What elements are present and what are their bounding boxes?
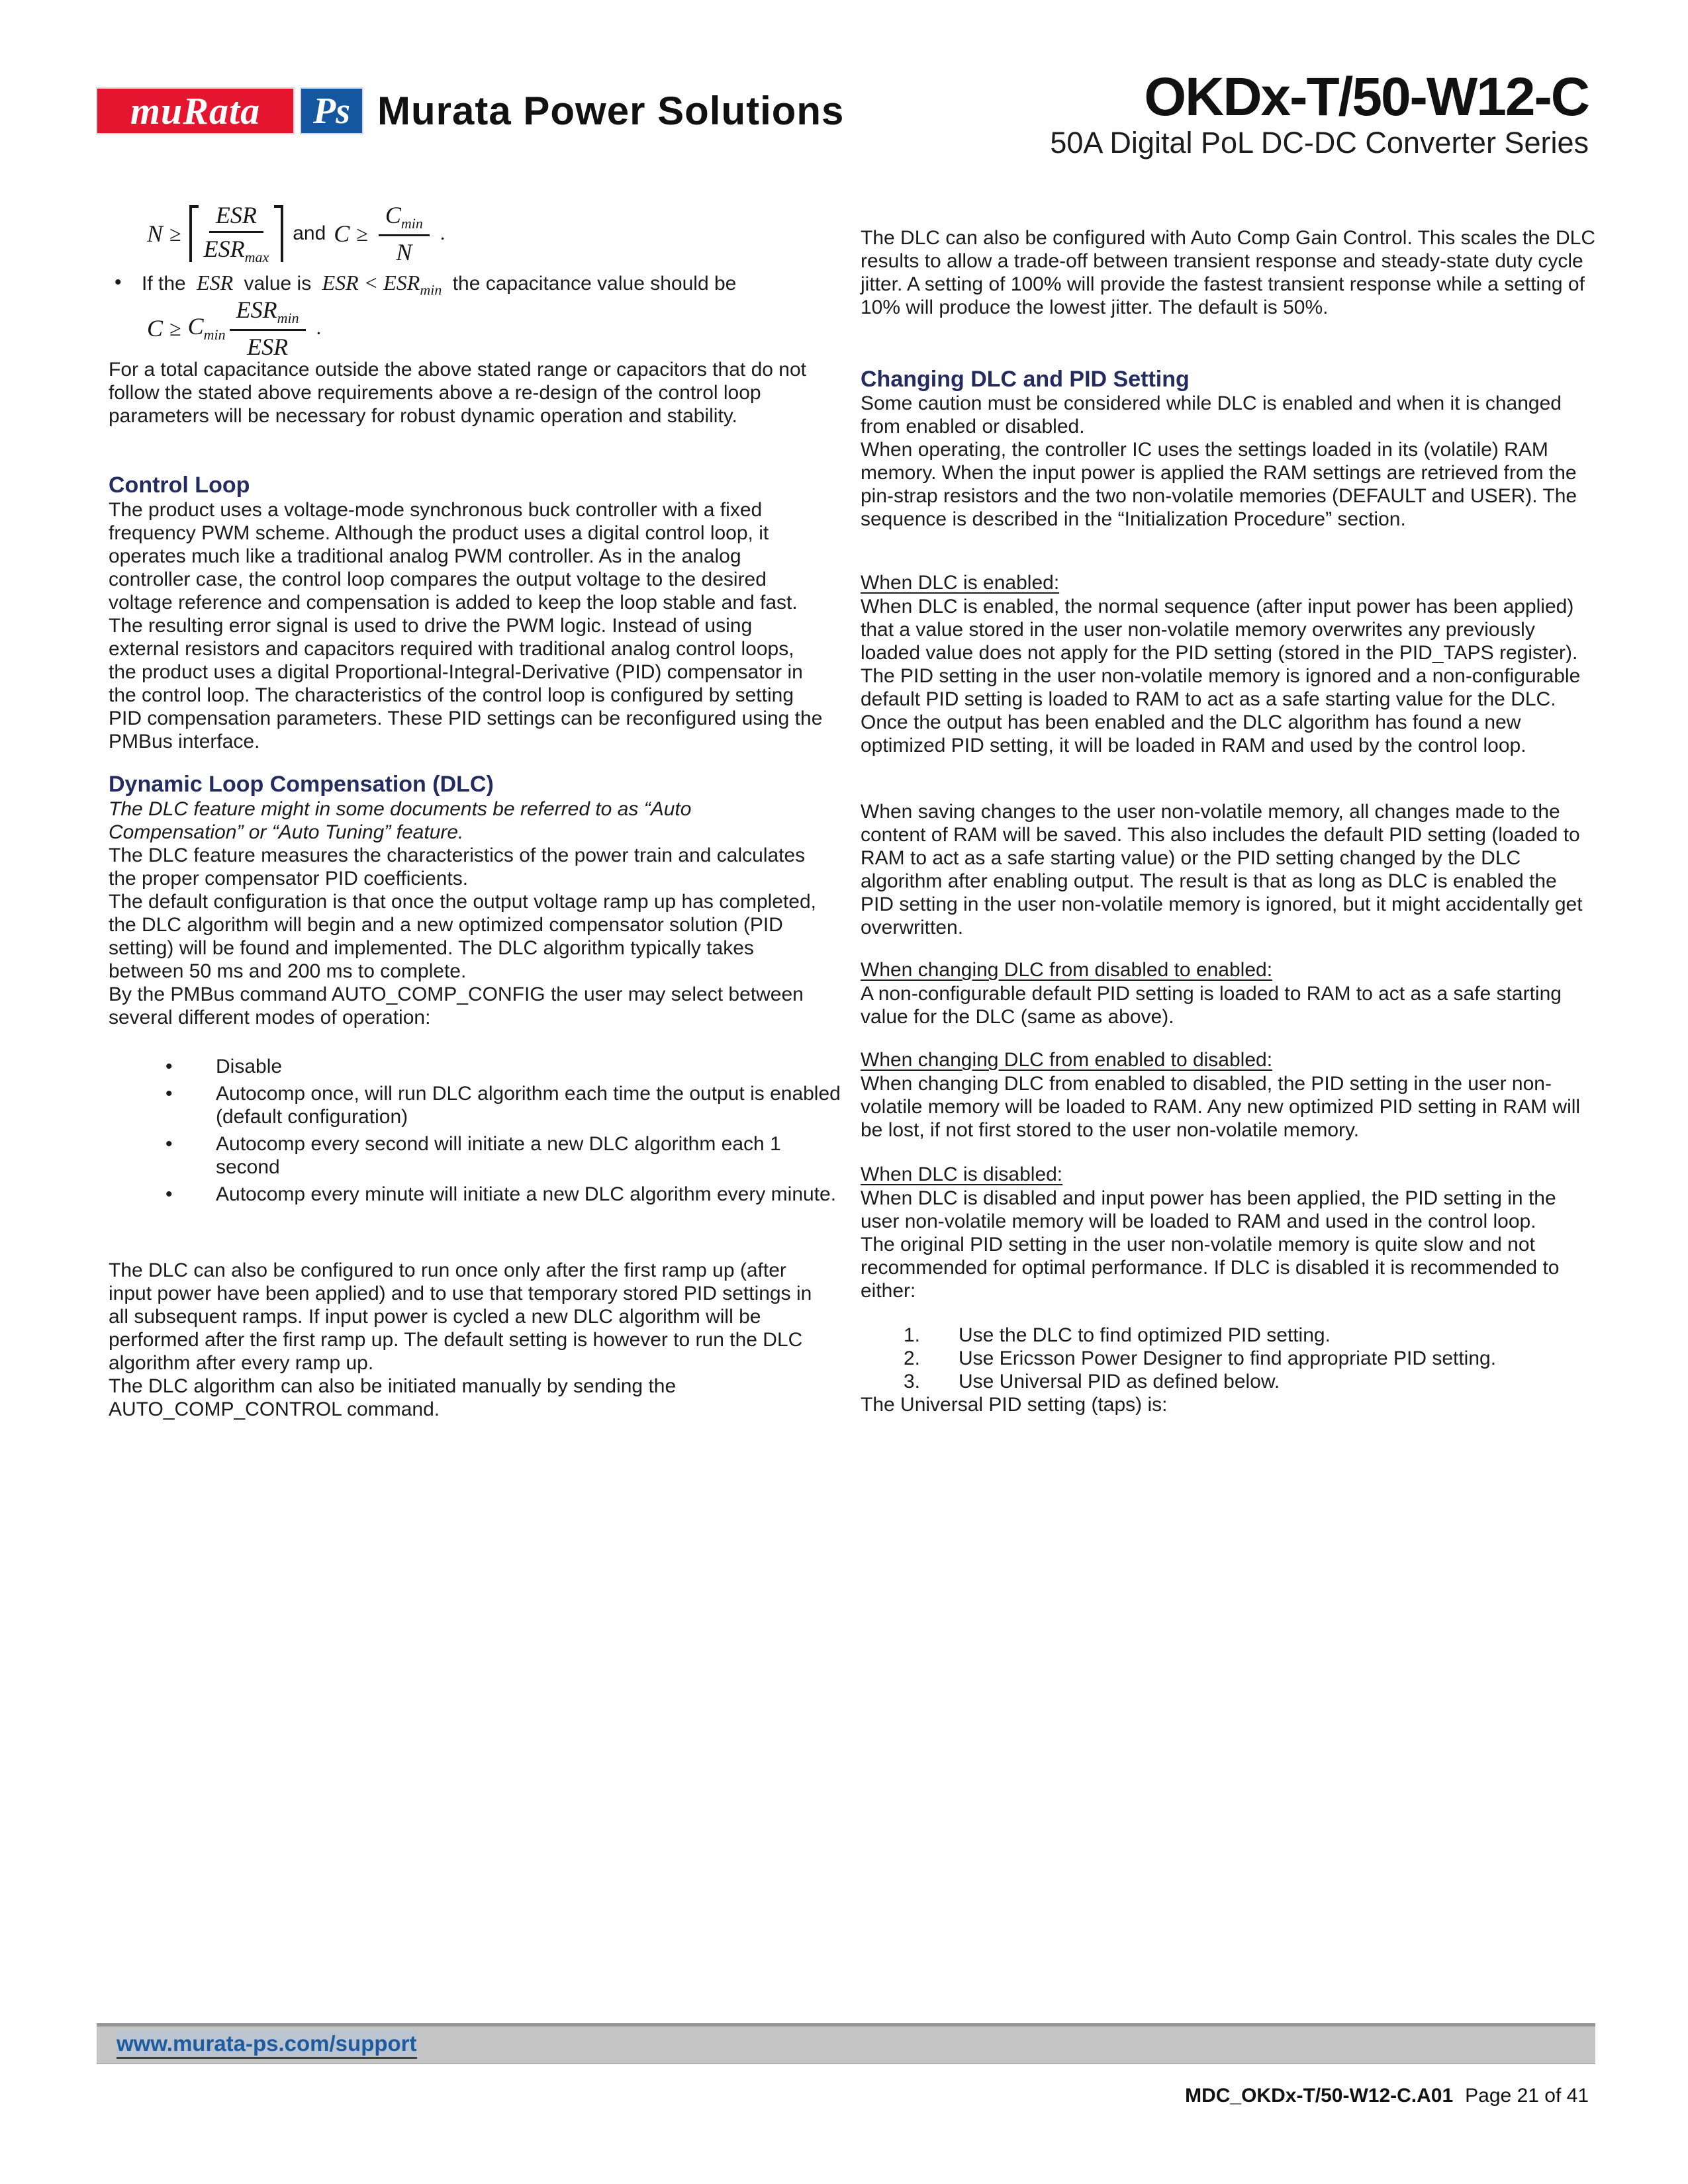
math-period: . [316, 317, 322, 339]
murata-logo-red-box [96, 87, 295, 134]
list-item: • Autocomp every minute will initiate a new DLC algorithm every minute. [165, 1183, 837, 1205]
formula-capacitance-min [147, 296, 322, 361]
paragraph-auto-comp-gain: The DLC can also be configured with Auto Comp Gain Control. This scales the DLC results to allow a trade-off between transient response and steady-state duty cycle jitter. A setting of 100% will provide the fastest transient response while a setting of 10% will produce the lowest jitter. The default is 50%. [861, 227, 1595, 318]
bullet-icon: • [165, 1083, 173, 1105]
math-expression: ESR < $ESR_{min}$ [322, 271, 442, 298]
math-var: ESR [247, 334, 289, 361]
list-item: 1. Use the DLC to find optimized PID setting. [904, 1324, 1331, 1346]
dlc-section-body [109, 797, 827, 1029]
changing-dlc-intro [861, 392, 1595, 531]
murata-ps-icon [300, 87, 363, 134]
esr-condition-bullet [109, 270, 843, 302]
paragraph-dlc-enabled: When DLC is enabled, the normal sequence (after input power has been applied) that a value stored in the user non-volatile memory overwrites any previously loaded value does not apply for the PID setting (stored in the PID_TAPS register). The PID setting in the user non-volatile memory is ignored and a non-configurable default PID setting is loaded to RAM to act as a safe starting value for the DLC. Once the output has been enabled and the DLC algorithm has found a new optimized PID setting, it will be loaded in RAM and used by the control loop. [861, 596, 1581, 756]
dlc-mode-list [109, 1055, 843, 1210]
fraction [230, 296, 306, 361]
math-var: ESR [215, 201, 257, 228]
footer-bar [97, 2023, 1595, 2064]
dlc-ramp-block [109, 1259, 827, 1421]
support-link[interactable]: www.murata-ps.com/support [117, 2031, 417, 2059]
dlc-paragraph: By the PMBus command AUTO_COMP_CONFIG the user may select between several different modes of operation: [109, 983, 804, 1028]
math-var: C [147, 315, 164, 341]
doc-title: OKDx-T/50-W12-C [1144, 67, 1589, 127]
formula-capacitor-count [147, 201, 445, 266]
subheading-dlc-enabled: When DLC is enabled: [861, 572, 1060, 594]
pid-recommendation-list [861, 1324, 1595, 1393]
paragraph-control-loop: The product uses a voltage-mode synchronous buck controller with a fixed frequency PWM scheme. Although the product uses a digital control loop, it operates much like a traditional analog PWM controller. As in the analog controller case, the control loop compares the output voltage to the desired voltage reference and compensation is added to keep the loop stable and fast. The resulting error signal is used to drive the PWM logic. Instead of using external resistors and capacitors required with traditional analog control loops, the product uses a digital Proportional-Integral-Derivative (PID) compensator in the control loop. The characteristics of the control loop is configured by setting PID compensation parameters. These PID settings can be reconfigured using the PMBus interface. [109, 499, 823, 752]
list-item: • Autocomp once, will run DLC algorithm each time the output is enabled (default configuration) [165, 1083, 841, 1128]
list-number: 1. [904, 1324, 921, 1346]
bullet-icon: • [165, 1056, 173, 1077]
list-item: • Autocomp every second will initiate a new DLC algorithm each 1 second [165, 1133, 781, 1178]
section-heading-dlc: Dynamic Loop Compensation (DLC) [109, 772, 494, 797]
math-var: ESR [197, 271, 234, 295]
bullet-icon: • [115, 271, 122, 293]
subheading-dlc-disabled: When DLC is disabled: [861, 1163, 1063, 1185]
page-number: Page 21 of 41 [1465, 2085, 1589, 2107]
paragraph-disabled-to-enabled: A non-configurable default PID setting is loaded to RAM to act as a safe starting value for the DLC (same as above). [861, 983, 1562, 1028]
logo-wordmark: Murata Power Solutions [377, 89, 845, 133]
list-number: 3. [904, 1371, 921, 1392]
math-var: ESR [203, 235, 245, 262]
math-subscript: min [400, 215, 423, 232]
paragraph-dlc-manual: The DLC algorithm can also be initiated manually by sending the AUTO_COMP_CONTROL command. [109, 1375, 677, 1420]
paragraph-saving-changes: When saving changes to the user non-volatile memory, all changes made to the content of RAM will be saved. This also includes the default PID setting (loaded to RAM to act as a safe starting value) or the PID setting changed by the DLC algorithm after enabling output. The result is that as long as DLC is enabled the PID setting in the user non-volatile memory is ignored, but it might accidentally get overwritten. [861, 801, 1583, 938]
math-var: C [385, 201, 401, 228]
doc-id: MDC_OKDx-T/50-W12-C.A01 [1185, 2085, 1454, 2107]
paragraph-caution: Some caution must be considered while DLC is enabled and when it is changed from enabled or disabled. [861, 392, 1562, 437]
ceiling-bracket-right [274, 205, 283, 262]
math-period: . [440, 222, 445, 244]
subheading-disabled-to-enabled: When changing DLC from disabled to enabled: [861, 959, 1273, 981]
fraction [379, 201, 430, 266]
murata-logo-text: muRata [130, 89, 261, 132]
math-subscript: min [277, 310, 299, 327]
list-number: 2. [904, 1347, 921, 1369]
dlc-paragraph: The DLC feature measures the characteristics of the power train and calculates the proper compensator PID coefficients. [109, 844, 806, 889]
dlc-note: The DLC feature might in some documents be referred to as “Auto Compensation” or “Auto Tuning” feature. [109, 798, 692, 843]
math-var: N [147, 220, 164, 247]
bullet-icon: • [165, 1183, 173, 1205]
math-operator: ≥ [169, 316, 181, 340]
subheading-enabled-to-disabled: When changing DLC from enabled to disabled: [861, 1049, 1273, 1071]
math-subscript: max [244, 249, 269, 266]
math-var: ESR [236, 296, 277, 323]
paragraph-ram-settings: When operating, the controller IC uses the settings loaded in its (volatile) RAM memory. When the input power is applied the RAM settings are retrieved from the pin-strap resistors and the two non-volatile memories (DEFAULT and USER). The sequence is described in the “Initialization Procedure” section. [861, 439, 1577, 530]
paragraph-capacitance-redesign: For a total capacitance outside the above stated range or capacitors that do not follow the stated above requirements above a re-design of the control loop parameters will be necessary for robust dynamic operation and stability. [109, 359, 806, 427]
paragraph-dlc-disabled: When DLC is disabled and input power has been applied, the PID setting in the user non-volatile memory will be loaded to RAM and used in the control loop. [861, 1187, 1556, 1232]
math-var: C [334, 220, 350, 247]
doc-subtitle: 50A Digital PoL DC-DC Converter Series [1050, 126, 1589, 159]
murata-ps-text: Ps [313, 90, 350, 132]
paragraph-dlc-first-ramp: The DLC can also be configured to run once only after the first ramp up (after input power have been applied) and to use that temporary stored PID settings in all subsequent ramps. If input power is cycled a new DLC algorithm will be performed after the first ramp up. The default setting is however to run the DLC algorithm after every ramp up. [109, 1259, 812, 1374]
math-var: N [396, 239, 412, 266]
math-operator: ≥ [356, 221, 368, 246]
fraction [204, 201, 269, 266]
bullet-icon: • [165, 1133, 173, 1155]
section-heading-control-loop: Control Loop [109, 473, 250, 498]
paragraph-universal-pid: The Universal PID setting (taps) is: [861, 1394, 1168, 1416]
footer-doc-line [1185, 2085, 1589, 2107]
math-text: and [293, 222, 326, 244]
list-item: 3. Use Universal PID as defined below. [904, 1371, 1280, 1392]
dlc-disabled-block [861, 1187, 1595, 1302]
list-item: • Disable [165, 1056, 283, 1077]
paragraph-original-pid: The original PID setting in the user non-volatile memory is quite slow and not recommended for optimal performance. If DLC is disabled it is recommended to either: [861, 1234, 1560, 1302]
math-var: $C_{min}$ [187, 313, 226, 343]
esr-condition-text: If the ESR value is ESR < $ESR_{min}$ the capacitance value should be [142, 271, 737, 298]
list-item: 2. Use Ericsson Power Designer to find appropriate PID setting. [904, 1347, 1497, 1369]
paragraph-enabled-to-disabled: When changing DLC from enabled to disabled, the PID setting in the user non-volatile memory will be loaded to RAM. Any new optimized PID setting in RAM will be lost, if not first stored to the user non-volatile memory. [861, 1073, 1581, 1141]
section-heading-changing-dlc: Changing DLC and PID Setting [861, 367, 1190, 392]
dlc-paragraph: The default configuration is that once the output voltage ramp up has completed, the DLC algorithm will begin and a new optimized compensator solution (PID setting) will be found and implemented. The DLC algorithm typically takes between 50 ms and 200 ms to complete. [109, 891, 817, 982]
ceiling-bracket-left [189, 205, 199, 262]
math-operator: ≥ [169, 221, 181, 246]
